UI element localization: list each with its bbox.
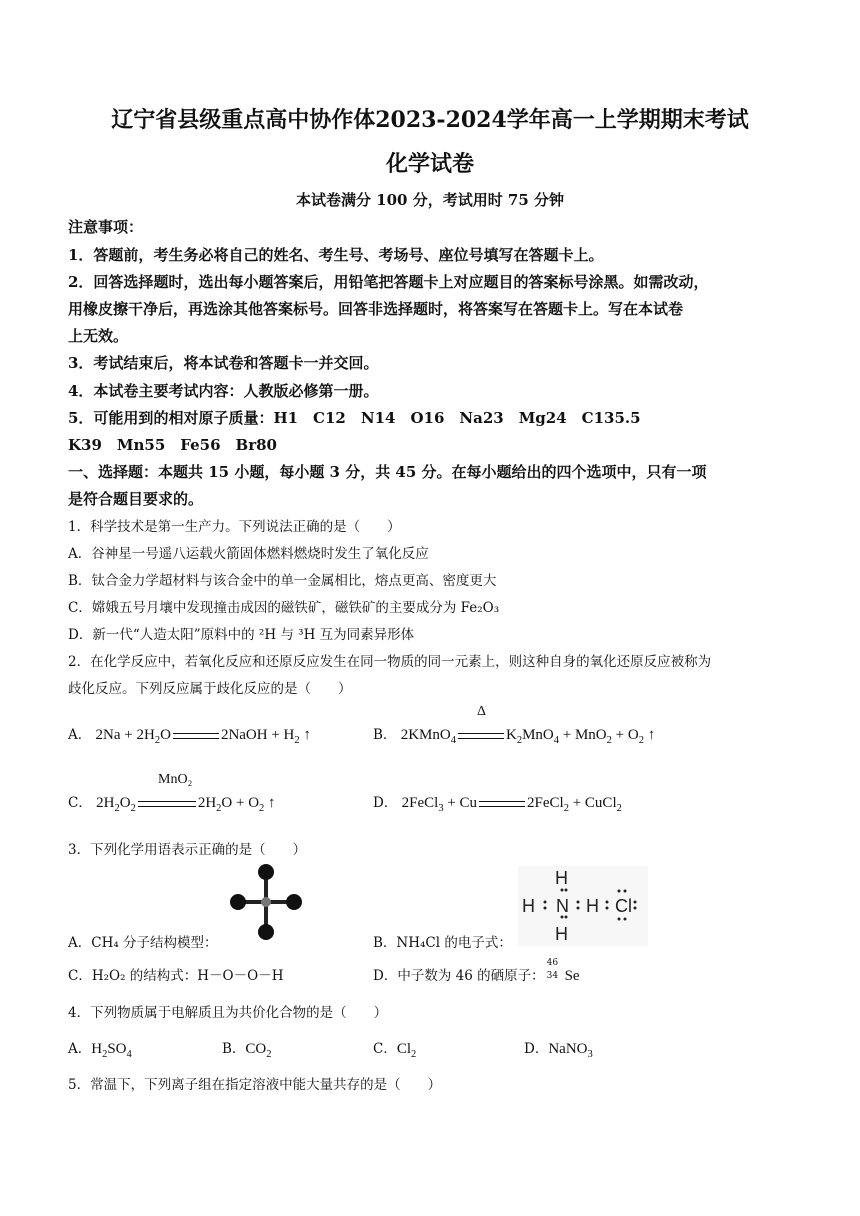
- q2-option-c-label: C．: [68, 795, 92, 811]
- q2-option-b-equation: 2KMnO$_4$ $K_2MnO_4 + MnO_2 + O_2$ ↑: [400, 727, 656, 746]
- exam-subtitle: 化学试卷: [385, 151, 474, 177]
- note-4: 4．本试卷主要考试内容：人教版必修第一册。: [68, 382, 379, 400]
- q1-option-d: D．新一代“人造太阳”原料中的 ²H 与 ³H 互为同素异形体: [68, 627, 415, 643]
- note-3: 3．考试结束后，将本试卷和答题卡一并交回。: [68, 354, 379, 372]
- q4-option-d-label: D．: [524, 1041, 549, 1057]
- q4-option-b-label: B．: [222, 1041, 246, 1057]
- q3-option-c: C．H₂O₂ 的结构式：H－O－O－H: [68, 968, 284, 984]
- q2-option-b-label: B．: [373, 727, 397, 743]
- note-1: 1．答题前，考生务必将自己的姓名、考生号、考场号、座位号填写在答题卡上。: [68, 246, 604, 264]
- q3-option-a: A．CH₄ 分子结构模型：: [68, 935, 218, 951]
- q2-option-a-label: A．: [68, 727, 92, 743]
- svg-text:H: H: [586, 896, 599, 916]
- exam-title: 辽宁省县级重点高中协作体2023-2024学年高一上学期期末考试: [111, 107, 749, 133]
- se-atomic-number: 34: [546, 971, 559, 981]
- q4-option-a-label: A．: [68, 1041, 92, 1057]
- q4-option-b: B．$CO_2$: [222, 1041, 272, 1060]
- nh4cl-electron-formula: [518, 866, 648, 946]
- q2-stem-line1: 2．在化学反应中，若氧化反应和还原反应发生在同一物质的同一元素上，则这种自身的氧化还原反应被称为: [68, 654, 712, 670]
- note-2-line1: 2．回答选择题时，选出每小题答案后，用铅笔把答题卡上对应题目的答案标号涂黑。如需改动，: [68, 273, 709, 291]
- q2-option-b: [373, 723, 655, 746]
- ch4-structure-model: [228, 862, 304, 942]
- q1-option-a: A．谷神星一号遥八运载火箭固体燃料燃烧时发生了氧化反应: [68, 546, 429, 562]
- q2-option-c-condition: MnO₂: [158, 772, 193, 787]
- q2-option-c-equation: $2H_2O_2$ $2H_2O + O_2$ ↑: [96, 795, 276, 814]
- section1-heading-line2: 是符合题目要求的。: [68, 490, 204, 508]
- q3-option-d-text: D．中子数为 46 的硒原子：: [373, 968, 545, 984]
- q2-option-b-condition: Δ: [477, 704, 487, 719]
- svg-text:H: H: [555, 868, 568, 888]
- q1-option-b: B．钛合金力学超材料与该合金中的单一金属相比，熔点更高、密度更大: [68, 573, 497, 589]
- se-mass-number: 46: [546, 958, 559, 968]
- q5-stem: 5．常温下，下列离子组在指定溶液中能大量共存的是（ ）: [68, 1077, 442, 1093]
- q4-stem: 4．下列物质属于电解质且为共价化合物的是（ ）: [68, 1005, 388, 1021]
- q3-stem: 3．下列化学用语表示正确的是（ ）: [68, 842, 307, 858]
- q2-stem-line2: 歧化反应。下列反应属于歧化反应的是（ ）: [68, 681, 352, 697]
- svg-text:H: H: [522, 896, 535, 916]
- note-5-line2: K39 Mn55 Fe56 Br80: [68, 436, 277, 454]
- note-2-line2: 用橡皮擦干净后，再选涂其他答案标号。回答非选择题时，将答案写在答题卡上。写在本试卷: [68, 300, 684, 318]
- note-5-line1: 5．可能用到的相对原子质量：H1 C12 N14 O16 Na23 Mg24 C135.5: [68, 409, 641, 427]
- q2-option-d: [373, 791, 622, 814]
- q1-option-c: C．嫦娥五号月壤中发现撞击成因的磁铁矿，磁铁矿的主要成分为 Fe₂O₃: [68, 600, 500, 616]
- q4-option-c: C．$Cl_2$: [373, 1041, 417, 1060]
- q3-option-d: [373, 958, 580, 985]
- q4-option-a: A．$H_2SO_4$: [68, 1041, 132, 1060]
- q4-option-d: D．NaNO$_3$: [524, 1041, 593, 1060]
- q2-option-c: [68, 791, 276, 814]
- svg-text:N: N: [556, 896, 569, 916]
- notes-heading: 注意事项：: [68, 218, 144, 236]
- q2-option-d-equation: 2FeCl$_3$ + Cu 2FeCl$_2$ + CuCl$_2$: [401, 795, 622, 814]
- q2-option-a: [68, 723, 311, 746]
- svg-text:Cl: Cl: [615, 896, 632, 916]
- exam-info: 本试卷满分 100 分，考试用时 75 分钟: [295, 191, 565, 209]
- svg-text:H: H: [555, 924, 568, 944]
- se-symbol: Se: [564, 968, 580, 984]
- q4-option-c-label: C．: [373, 1041, 397, 1057]
- q2-option-d-label: D．: [373, 795, 398, 811]
- section1-heading-line1: 一、选择题：本题共 15 小题，每小题 3 分，共 45 分。在每小题给出的四个选项中，只有一项: [68, 463, 707, 481]
- q2-option-a-equation: $2Na + 2H_2O$ 2NaOH + $H_2$ ↑: [95, 727, 311, 746]
- q1-stem: 1．科学技术是第一生产力。下列说法正确的是（ ）: [68, 519, 401, 535]
- note-2-line3: 上无效。: [68, 327, 129, 345]
- q3-option-b: B．NH₄Cl 的电子式：: [373, 935, 512, 951]
